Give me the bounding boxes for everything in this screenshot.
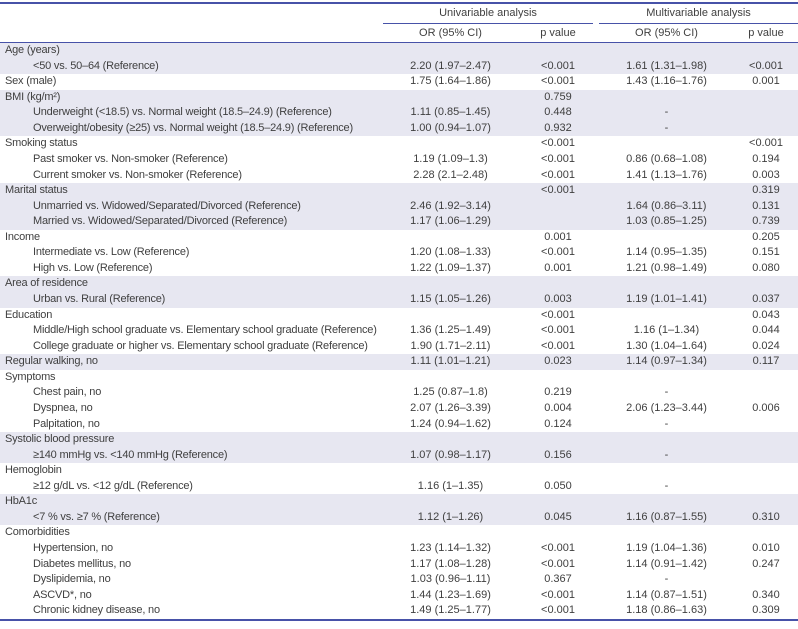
table-row (0, 214, 798, 230)
multivariable-pvalue-cell: <0.001 (749, 137, 783, 150)
multivariable-or-cell: 1.16 (0.87–1.55) (626, 510, 707, 523)
univariable-or-cell (378, 308, 523, 324)
multivariable-pvalue-cell: 0.024 (752, 339, 780, 352)
multivariable-pvalue-cell (734, 276, 798, 292)
univariable-or-cell: 1.15 (1.05–1.26) (410, 293, 491, 305)
multivariable-pvalue-header: p value (748, 27, 784, 39)
table-row (0, 168, 798, 184)
univariable-pvalue-cell: 0.367 (544, 573, 572, 586)
univariable-or-cell (378, 525, 523, 541)
multivariable-pvalue-cell: 0.319 (752, 184, 780, 197)
multivariable-or-cell (599, 370, 734, 386)
univariable-pvalue-cell: 0.001 (544, 230, 572, 243)
univariable-or-cell: 2.28 (2.1–2.48) (413, 168, 488, 181)
table-row (0, 463, 798, 479)
multivariable-pvalue-cell (734, 121, 798, 137)
row-label: Past smoker vs. Non-smoker (Reference) (33, 152, 228, 165)
table-row (0, 276, 798, 292)
table-row (0, 557, 798, 573)
univariable-pvalue-cell: <0.001 (541, 557, 575, 570)
multivariable-or-cell: 1.03 (0.85–1.25) (626, 215, 707, 228)
univariable-or-cell: 2.07 (1.26–3.39) (410, 401, 491, 414)
table-row (0, 308, 798, 324)
univariable-pvalue-cell: 0.448 (544, 106, 572, 119)
univariable-pvalue-cell: <0.001 (541, 308, 575, 321)
row-label: High vs. Low (Reference) (33, 261, 153, 274)
row-label: Education (5, 308, 53, 321)
multivariable-or-cell (599, 525, 734, 541)
univariable-pvalue-cell: <0.001 (541, 324, 575, 337)
multivariable-pvalue-cell: 0.205 (752, 230, 780, 243)
multivariable-or-cell: 1.64 (0.86–3.11) (626, 199, 707, 212)
regression-results-table (0, 2, 798, 621)
table-row (0, 136, 798, 152)
univariable-pvalue-cell: <0.001 (541, 59, 575, 72)
table-row (0, 572, 798, 588)
subcolumn-row (0, 24, 798, 42)
univariable-pvalue-cell: <0.001 (541, 542, 575, 554)
univariable-pvalue-cell: 0.003 (544, 293, 572, 305)
table-row (0, 510, 798, 526)
row-label: Hypertension, no (33, 542, 113, 554)
univariable-pvalue-cell: <0.001 (541, 184, 575, 197)
multivariable-or-cell: - (664, 448, 669, 461)
table-row (0, 603, 798, 619)
multivariable-or-cell (599, 463, 734, 479)
multivariable-or-cell: - (664, 479, 669, 492)
row-label: Regular walking, no (5, 355, 98, 368)
table-row (0, 385, 798, 401)
univariable-pvalue-cell: 0.050 (544, 479, 572, 492)
univariable-or-cell (378, 183, 523, 199)
table-row (0, 74, 798, 90)
row-label: Income (5, 230, 40, 243)
multivariable-or-cell: 2.06 (1.23–3.44) (626, 401, 707, 414)
row-label: Systolic blood pressure (5, 433, 115, 446)
row-label: ≥12 g/dL vs. <12 g/dL (Reference) (33, 479, 193, 492)
multivariable-or-cell: 1.19 (1.01–1.41) (626, 293, 707, 305)
row-label: Hemoglobin (5, 464, 62, 477)
multivariable-or-cell: - (664, 417, 669, 430)
table-row (0, 323, 798, 339)
row-label: Current smoker vs. Non-smoker (Reference) (33, 168, 242, 181)
row-label: Chest pain, no (33, 386, 102, 399)
multivariable-pvalue-cell (734, 525, 798, 541)
univariable-pvalue-cell: <0.001 (541, 588, 575, 601)
row-label: Overweight/obesity (≥25) vs. Normal weight (18.5–24.9) (Reference) (33, 121, 353, 134)
table-row (0, 354, 798, 370)
table-row (0, 525, 798, 541)
univariable-or-cell: 1.23 (1.14–1.32) (410, 542, 491, 554)
row-label: <7 % vs. ≥7 % (Reference) (33, 510, 160, 523)
multivariable-pvalue-cell: 0.194 (752, 152, 780, 165)
table-row (0, 230, 798, 246)
univariable-or-cell (378, 230, 523, 246)
table-row (0, 448, 798, 464)
row-label: Symptoms (5, 370, 56, 383)
univariable-pvalue-cell: 0.023 (544, 355, 572, 368)
univariable-pvalue-cell (523, 463, 593, 479)
univariable-or-cell (378, 432, 523, 448)
multivariable-or-cell: 1.43 (1.16–1.76) (626, 75, 707, 88)
univariable-pvalue-cell (523, 494, 593, 510)
multivariable-pvalue-cell: 0.151 (752, 246, 780, 259)
multivariable-or-cell (599, 432, 734, 448)
row-label: Age (years) (5, 44, 60, 56)
univariable-pvalue-cell: <0.001 (541, 339, 575, 352)
univariable-pvalue-cell: <0.001 (541, 604, 575, 617)
row-label: Dyspnea, no (33, 401, 93, 414)
multivariable-pvalue-cell (734, 417, 798, 433)
multivariable-or-cell (599, 136, 734, 152)
table-row (0, 152, 798, 168)
univariable-or-cell: 1.20 (1.08–1.33) (410, 246, 491, 259)
multivariable-or-cell: 1.14 (0.95–1.35) (626, 246, 707, 259)
univariable-pvalue-cell: <0.001 (541, 75, 575, 88)
multivariable-or-cell (599, 183, 734, 199)
univariable-or-cell: 2.46 (1.92–3.14) (410, 199, 491, 212)
multivariable-pvalue-cell (734, 494, 798, 510)
univariable-or-cell: 1.00 (0.94–1.07) (410, 121, 491, 134)
row-label: ≥140 mmHg vs. <140 mmHg (Reference) (33, 448, 228, 461)
multivariable-or-cell (599, 43, 734, 59)
multivariable-pvalue-cell (734, 105, 798, 121)
row-label: ASCVD*, no (33, 588, 92, 601)
multivariable-or-cell: 0.86 (0.68–1.08) (626, 152, 707, 165)
multivariable-or-cell: - (664, 386, 669, 399)
row-label: Marital status (5, 184, 68, 197)
univariable-pvalue-cell: 0.004 (544, 401, 572, 414)
univariable-or-cell (378, 276, 523, 292)
multivariable-pvalue-cell: <0.001 (749, 59, 783, 72)
row-label: Underweight (<18.5) vs. Normal weight (18.5–24.9) (Reference) (33, 106, 332, 119)
multivariable-or-cell: - (664, 106, 669, 119)
multivariable-pvalue-cell: 0.006 (752, 401, 780, 414)
multivariable-pvalue-cell: 0.080 (752, 261, 780, 274)
multivariable-pvalue-cell: 0.044 (752, 324, 780, 337)
multivariable-or-cell: 1.41 (1.13–1.76) (626, 168, 707, 181)
multivariable-pvalue-cell (734, 432, 798, 448)
row-label: College graduate or higher vs. Elementary school graduate (Reference) (33, 339, 368, 352)
row-label: Married vs. Widowed/Separated/Divorced (Reference) (33, 215, 288, 228)
row-label: BMI (kg/m²) (5, 90, 61, 103)
univariable-or-cell (378, 90, 523, 106)
table-row (0, 401, 798, 417)
univariable-or-cell: 1.19 (1.09–1.3) (413, 152, 488, 165)
univariable-pvalue-cell (523, 214, 593, 230)
univariable-pvalue-cell (523, 432, 593, 448)
multivariable-pvalue-cell: 0.131 (752, 199, 780, 212)
table-row (0, 199, 798, 215)
table-row (0, 494, 798, 510)
univariable-pvalue-cell (523, 276, 593, 292)
multivariable-pvalue-cell: 0.003 (752, 168, 780, 181)
univariable-or-cell (378, 136, 523, 152)
multivariable-or-cell: 1.19 (1.04–1.36) (626, 542, 707, 554)
table-row (0, 121, 798, 137)
multivariable-or-cell: 1.21 (0.98–1.49) (626, 261, 707, 274)
univariable-group-header: Univariable analysis (383, 4, 593, 24)
row-label: Palpitation, no (33, 417, 100, 430)
univariable-pvalue-cell: <0.001 (541, 137, 575, 150)
univariable-pvalue-cell: 0.124 (544, 417, 572, 430)
univariable-or-cell: 1.44 (1.23–1.69) (410, 588, 491, 601)
column-group-row (0, 4, 798, 24)
univariable-pvalue-cell: 0.156 (544, 448, 572, 461)
multivariable-or-cell: 1.14 (0.97–1.34) (626, 355, 707, 368)
univariable-or-cell: 1.22 (1.09–1.37) (410, 261, 491, 274)
multivariable-group-header: Multivariable analysis (599, 4, 798, 24)
table-row (0, 432, 798, 448)
univariable-or-cell: 1.49 (1.25–1.77) (410, 604, 491, 617)
univariable-or-cell: 1.12 (1–1.26) (417, 510, 484, 523)
table-row (0, 105, 798, 121)
univariable-pvalue-cell: 0.759 (544, 90, 572, 103)
multivariable-pvalue-cell: 0.043 (752, 308, 780, 321)
multivariable-or-cell (599, 494, 734, 510)
table-row (0, 183, 798, 199)
multivariable-pvalue-cell (734, 370, 798, 386)
univariable-pvalue-cell: 0.219 (544, 386, 572, 399)
univariable-or-cell (378, 370, 523, 386)
row-label: Intermediate vs. Low (Reference) (33, 246, 190, 259)
table-row (0, 541, 798, 557)
univariable-pvalue-header: p value (540, 27, 576, 39)
univariable-or-cell (378, 494, 523, 510)
univariable-pvalue-cell (523, 43, 593, 59)
multivariable-pvalue-cell (734, 385, 798, 401)
univariable-or-header: OR (95% CI) (419, 27, 482, 39)
multivariable-pvalue-cell: 0.010 (752, 542, 780, 554)
multivariable-or-cell (599, 276, 734, 292)
multivariable-or-cell: 1.30 (1.04–1.64) (626, 339, 707, 352)
table-row (0, 261, 798, 277)
univariable-or-cell: 2.20 (1.97–2.47) (410, 59, 491, 72)
multivariable-pvalue-cell: 0.340 (752, 588, 780, 601)
univariable-pvalue-cell (523, 370, 593, 386)
multivariable-pvalue-cell (734, 43, 798, 59)
multivariable-or-cell: 1.14 (0.91–1.42) (626, 557, 707, 570)
univariable-or-cell: 1.03 (0.96–1.11) (410, 573, 491, 586)
univariable-or-cell: 1.24 (0.94–1.62) (410, 417, 491, 430)
univariable-pvalue-cell: <0.001 (541, 246, 575, 259)
multivariable-pvalue-cell: 0.310 (752, 510, 780, 523)
row-label: Urban vs. Rural (Reference) (33, 293, 166, 305)
multivariable-or-cell: - (664, 573, 669, 586)
univariable-or-cell: 1.25 (0.87–1.8) (413, 386, 488, 399)
row-label: Middle/High school graduate vs. Elementary school graduate (Reference) (33, 324, 377, 337)
table-row (0, 245, 798, 261)
multivariable-or-cell (599, 230, 734, 246)
table-row (0, 59, 798, 75)
univariable-or-cell: 1.36 (1.25–1.49) (410, 324, 491, 337)
multivariable-or-cell: - (664, 121, 669, 134)
row-label: Area of residence (5, 277, 88, 290)
univariable-or-cell: 1.75 (1.64–1.86) (410, 75, 491, 88)
univariable-pvalue-cell: 0.932 (544, 121, 572, 134)
table-body (0, 43, 798, 621)
univariable-or-cell: 1.17 (1.06–1.29) (410, 215, 491, 228)
table-row (0, 339, 798, 355)
row-label: Sex (male) (5, 75, 57, 88)
table-row (0, 90, 798, 106)
univariable-or-cell (378, 463, 523, 479)
univariable-or-cell: 1.07 (0.98–1.17) (410, 448, 491, 461)
multivariable-pvalue-cell (734, 463, 798, 479)
univariable-or-cell: 1.17 (1.08–1.28) (410, 557, 491, 570)
univariable-or-cell (378, 43, 523, 59)
table-header (0, 2, 798, 43)
table-row (0, 43, 798, 59)
row-label: HbA1c (5, 495, 38, 508)
multivariable-or-header: OR (95% CI) (635, 27, 698, 39)
multivariable-or-cell: 1.18 (0.86–1.63) (626, 604, 707, 617)
multivariable-pvalue-cell: 0.739 (752, 215, 780, 228)
univariable-pvalue-cell: <0.001 (541, 152, 575, 165)
multivariable-or-cell (599, 308, 734, 324)
multivariable-pvalue-cell (734, 572, 798, 588)
univariable-pvalue-cell: <0.001 (541, 168, 575, 181)
univariable-pvalue-cell: 0.001 (544, 261, 572, 274)
multivariable-or-cell: 1.61 (1.31–1.98) (626, 59, 707, 72)
multivariable-or-cell (599, 90, 734, 106)
table-row (0, 370, 798, 386)
multivariable-pvalue-cell (734, 448, 798, 464)
row-label: Comorbidities (5, 526, 70, 539)
row-label: Unmarried vs. Widowed/Separated/Divorced (Reference) (33, 199, 301, 212)
univariable-pvalue-cell: 0.045 (544, 510, 572, 523)
univariable-pvalue-cell (523, 199, 593, 215)
univariable-or-cell: 1.16 (1–1.35) (417, 479, 484, 492)
multivariable-pvalue-cell (734, 479, 798, 495)
table-row (0, 479, 798, 495)
row-label: Smoking status (5, 137, 78, 150)
multivariable-pvalue-cell: 0.001 (752, 75, 780, 88)
univariable-or-cell: 1.90 (1.71–2.11) (410, 339, 491, 352)
univariable-pvalue-cell (523, 525, 593, 541)
row-label: <50 vs. 50–64 (Reference) (33, 59, 159, 72)
table-row (0, 292, 798, 308)
row-label: Dyslipidemia, no (33, 573, 111, 586)
multivariable-pvalue-cell: 0.247 (752, 557, 780, 570)
univariable-or-cell: 1.11 (1.01–1.21) (410, 355, 491, 368)
multivariable-or-cell: 1.14 (0.87–1.51) (626, 588, 707, 601)
table-row (0, 588, 798, 604)
row-label: Chronic kidney disease, no (33, 604, 160, 617)
univariable-or-cell: 1.11 (0.85–1.45) (410, 106, 491, 119)
multivariable-or-cell: 1.16 (1–1.34) (633, 324, 700, 337)
multivariable-pvalue-cell: 0.037 (752, 293, 780, 305)
row-label: Diabetes mellitus, no (33, 557, 131, 570)
multivariable-pvalue-cell: 0.117 (752, 355, 780, 368)
multivariable-pvalue-cell: 0.309 (752, 604, 780, 617)
multivariable-pvalue-cell (734, 90, 798, 106)
table-row (0, 417, 798, 433)
